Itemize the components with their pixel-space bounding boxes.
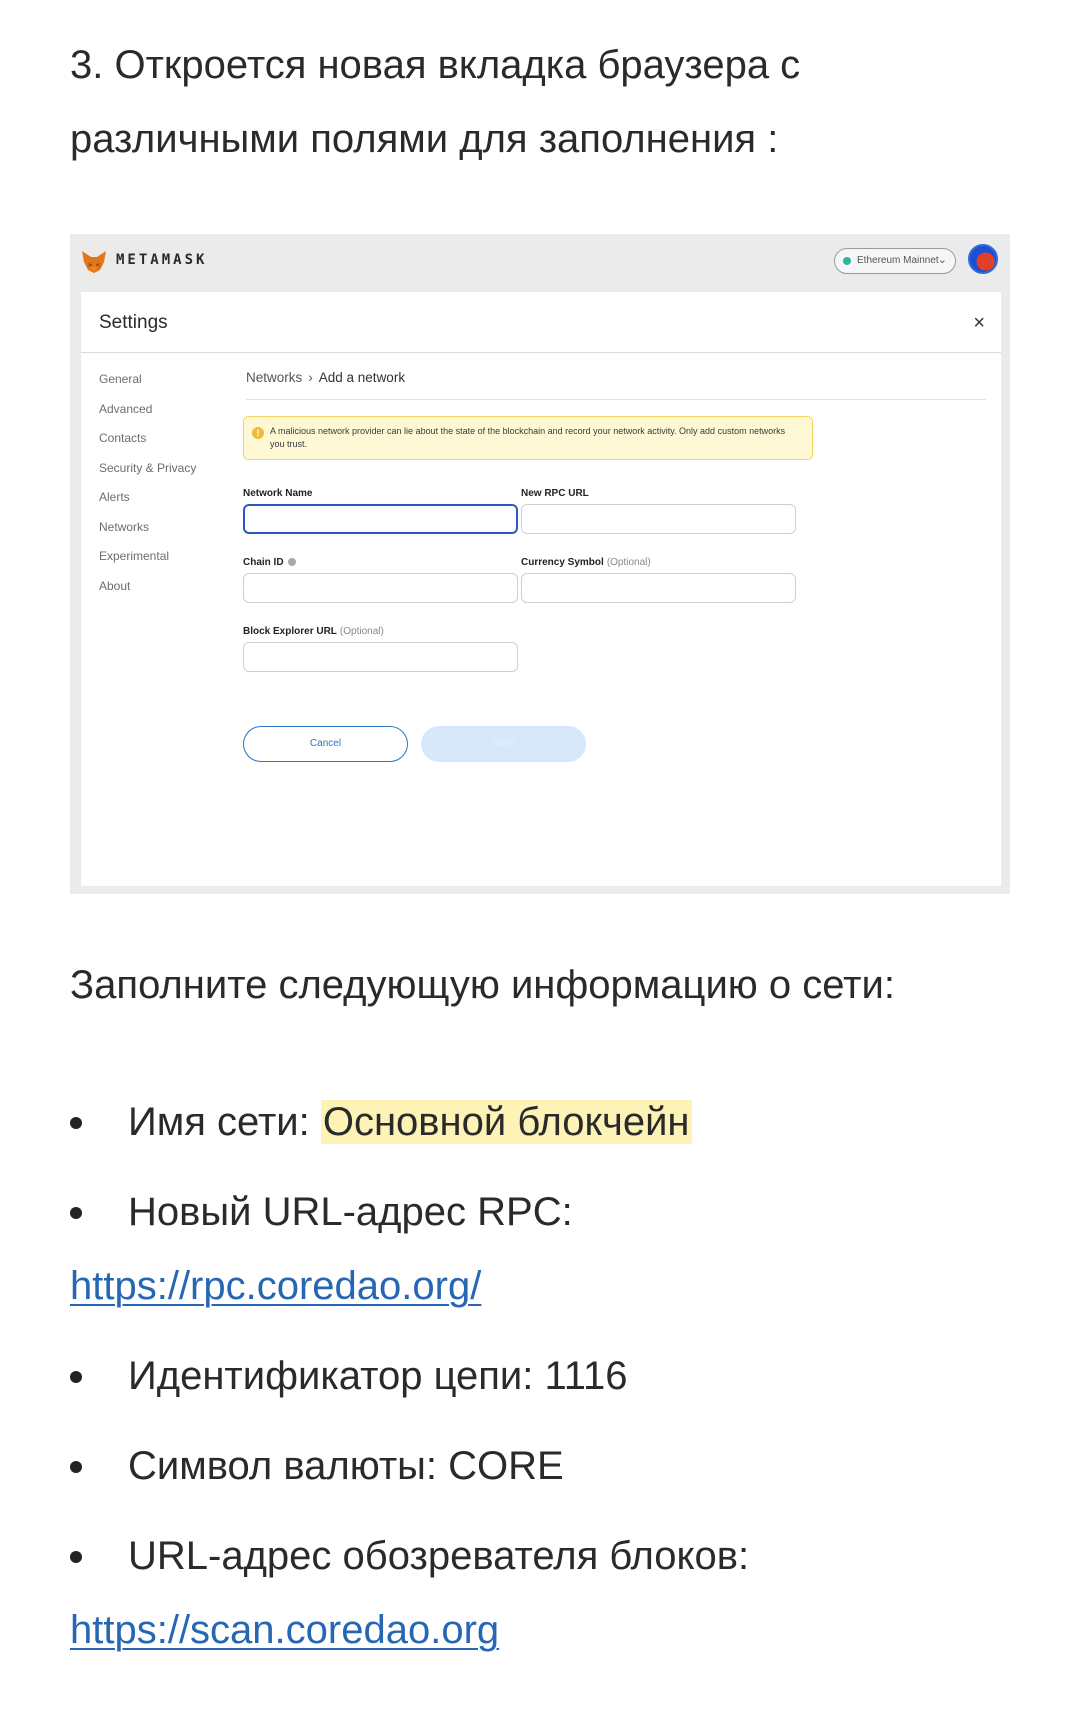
sidebar-item-alerts[interactable]: Alerts <box>99 490 130 504</box>
block-explorer-label <box>243 626 384 637</box>
network-name-label: Network Name <box>243 488 313 499</box>
list-spacer <box>70 1413 1030 1429</box>
network-name-highlight: Основной блокчейн <box>322 1100 690 1144</box>
network-name-input[interactable] <box>243 504 518 534</box>
settings-sidebar <box>99 372 196 608</box>
network-info-list <box>70 1085 1030 1667</box>
currency-symbol-label-text: Currency Symbol <box>521 557 604 568</box>
rpc-url-input[interactable] <box>521 504 796 534</box>
cancel-button[interactable]: Cancel <box>243 726 408 762</box>
breadcrumb-divider <box>246 399 986 400</box>
currency-symbol-input[interactable] <box>521 573 796 603</box>
intro-paragraph: 3. Откроется новая вкладка браузера с различными полями для заполнения : <box>70 43 801 161</box>
list-item-chain-id: Идентификатор цепи: 1116 <box>70 1339 1030 1413</box>
list-item-rpc-url <box>70 1175 1030 1323</box>
settings-title: Settings <box>99 312 168 333</box>
block-explorer-input[interactable] <box>243 642 518 672</box>
save-button[interactable]: Save <box>421 726 586 762</box>
sidebar-item-experimental[interactable]: Experimental <box>99 549 170 563</box>
chain-id-input[interactable] <box>243 573 518 603</box>
breadcrumb-current: Add a network <box>318 370 406 385</box>
sidebar-item-general[interactable]: General <box>99 372 142 386</box>
optional-tag: (Optional) <box>339 626 384 637</box>
chevron-right-icon: › <box>308 370 313 385</box>
breadcrumb-networks[interactable]: Networks <box>246 370 303 385</box>
list-item-currency-symbol: Символ валюты: CORE <box>70 1429 1030 1503</box>
breadcrumb <box>246 370 405 385</box>
block-explorer-label-text: Block Explorer URL <box>243 626 337 637</box>
sidebar-item-about[interactable]: About <box>99 578 131 593</box>
list-spacer <box>70 1323 1030 1339</box>
sidebar-item-contacts[interactable]: Contacts <box>99 431 147 445</box>
chevron-down-icon: ⌄ <box>937 254 947 266</box>
currency-symbol-label <box>521 557 651 568</box>
sidebar-item-advanced[interactable]: Advanced <box>99 401 153 416</box>
chain-id-label-text: Chain ID <box>243 557 284 568</box>
network-name-text: Имя сети: <box>128 1100 321 1144</box>
warning-icon: ! <box>252 427 264 439</box>
network-selector[interactable] <box>834 248 956 274</box>
network-status-dot <box>843 257 851 265</box>
list-item-block-explorer <box>70 1519 1030 1667</box>
block-explorer-text: URL-адрес обозревателя блоков: <box>128 1534 750 1578</box>
settings-panel <box>81 292 1001 886</box>
metamask-header <box>70 234 1010 292</box>
block-explorer-link[interactable]: https://scan.coredao.org <box>70 1608 500 1652</box>
account-avatar[interactable] <box>968 244 998 274</box>
metamask-brand: METAMASK <box>116 252 208 268</box>
warning-text: A malicious network provider can lie about the state of the blockchain and record your network activity. Only add custom networks you trust. <box>270 426 786 449</box>
list-spacer <box>70 1159 1030 1175</box>
rpc-url-link[interactable]: https://rpc.coredao.org/ <box>70 1264 482 1308</box>
warning-banner <box>243 416 813 460</box>
metamask-screenshot <box>70 234 1010 894</box>
network-label: Ethereum Mainnet <box>857 255 939 266</box>
rpc-url-label: New RPC URL <box>521 488 589 499</box>
sidebar-item-networks[interactable]: Networks <box>99 519 150 534</box>
chain-id-label <box>243 557 296 568</box>
optional-tag: (Optional) <box>606 557 651 568</box>
close-icon[interactable]: × <box>973 312 985 334</box>
list-spacer <box>70 1503 1030 1519</box>
fox-logo-icon <box>80 248 108 276</box>
info-icon[interactable] <box>288 558 296 566</box>
fill-instructions: Заполните следующую информацию о сети: <box>70 963 895 1007</box>
sidebar-item-security[interactable]: Security & Privacy <box>99 460 197 475</box>
list-item-network-name <box>70 1085 1030 1159</box>
rpc-url-text: Новый URL-адрес RPC: <box>128 1190 573 1234</box>
header-divider <box>81 352 1001 353</box>
